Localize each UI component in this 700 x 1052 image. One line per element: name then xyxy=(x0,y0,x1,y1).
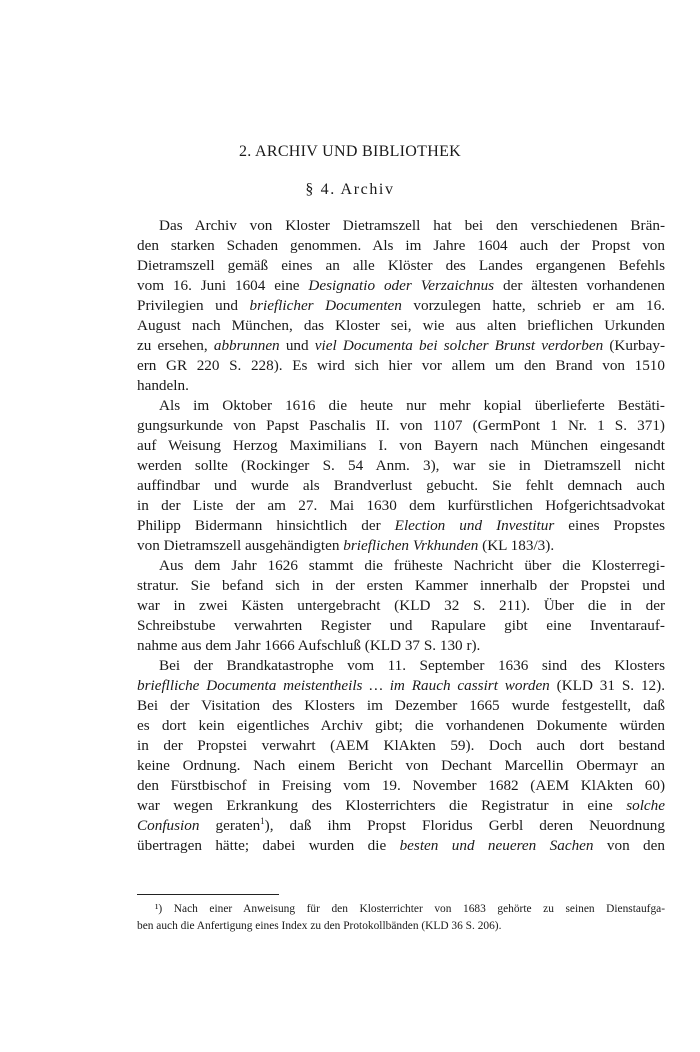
text-segment: auffindbar und wurde als Brandverlust gebucht. Sie fehlt demnach auch xyxy=(137,477,665,494)
section-heading: § 4. Archiv xyxy=(305,181,395,198)
text-line xyxy=(137,396,665,416)
text-line xyxy=(137,476,665,496)
text-line xyxy=(137,756,665,776)
text-segment: Das Archiv von Kloster Dietramszell hat bei den verschiedenen Brän- xyxy=(159,217,665,234)
text-segment: stratur. Sie befand sich in der ersten Kammer innerhalb der Propstei und xyxy=(137,577,665,594)
text-segment: Bei der Brandkatastrophe vom 11. September 1636 sind des Klosters xyxy=(159,657,665,674)
italic-phrase: brieflichen Vrkhunden xyxy=(343,537,479,554)
italic-phrase: brieflliche Documenta meistentheils … im Rauch cassirt worden xyxy=(137,677,550,694)
text-line xyxy=(137,816,665,836)
text-segment: von Dietramszell ausgehändigten xyxy=(137,537,344,554)
text-segment: es dort kein eigentliches Archiv gibt; die vorhandenen Dokumente würden xyxy=(137,717,665,734)
text-segment: keine Ordnung. Nach einem Bericht von Dechant Marcellin Obermayr an xyxy=(137,757,665,774)
footnote xyxy=(137,901,665,935)
text-segment: auf Weisung Herzog Maximilians I. von Bayern nach München eingesandt xyxy=(137,437,665,454)
text-line xyxy=(137,456,665,476)
italic-phrase: besten und neueren Sachen xyxy=(399,837,594,854)
text-segment: Als im Oktober 1616 die heute nur mehr kopial überlieferte Bestäti- xyxy=(159,397,665,414)
text-line xyxy=(137,596,665,616)
chapter-heading: 2. ARCHIV UND BIBLIOTHEK xyxy=(238,143,461,160)
text-segment: war wegen Erkrankung des Klosterrichters die Registratur in eine xyxy=(137,797,627,814)
text-line xyxy=(137,276,665,296)
text-segment: (KL 183/3). xyxy=(478,537,555,554)
text-segment: Dietramszell gemäß eines an alle Klöster des Landes ergangenen Befehls xyxy=(137,257,665,274)
text-line xyxy=(137,776,665,796)
text-line xyxy=(137,296,665,316)
italic-phrase: abbrunnen xyxy=(213,337,280,354)
text-line xyxy=(137,736,665,756)
text-line xyxy=(137,716,665,736)
italic-phrase: viel Documenta bei solcher Brunst verdorben xyxy=(314,337,604,354)
text-line xyxy=(137,616,665,636)
text-segment: Bei der Visitation des Klosters im Dezember 1665 wurde festgestellt, daß xyxy=(137,697,665,714)
text-segment: war in zwei Kästen untergebracht (KLD 32 S. 211). Über die in der xyxy=(137,597,665,614)
text-line xyxy=(137,656,665,676)
text-line xyxy=(137,416,665,436)
text-segment: handeln. xyxy=(137,377,189,394)
text-segment: (KLD 31 S. 12). xyxy=(549,677,665,694)
text-segment: in der Propstei verwahrt (AEM KlAkten 59). Doch auch dort bestand xyxy=(137,737,665,754)
text-line xyxy=(137,496,665,516)
italic-phrase: Designatio oder Verzaichnus xyxy=(308,277,495,294)
text-line xyxy=(137,516,665,536)
text-line xyxy=(137,556,665,576)
text-line xyxy=(137,236,665,256)
body-text xyxy=(137,216,665,856)
text-segment: Schreibstube verwahrten Register und Rapulare gibt eine Inventarauf- xyxy=(137,617,665,634)
footnote-line: ¹) Nach einer Anweisung für den Klosterrichter von 1683 gehörte zu seinen Dienstaufga- xyxy=(155,903,665,915)
italic-phrase: Election und Investitur xyxy=(394,517,555,534)
text-line xyxy=(137,576,665,596)
text-line xyxy=(137,316,665,336)
text-segment: Privilegien und xyxy=(137,297,250,314)
text-segment: geraten xyxy=(199,817,261,834)
text-line xyxy=(137,216,665,236)
footnote-divider xyxy=(137,894,279,895)
footnote-line: ben auch die Anfertigung eines Index zu den Protokollbänden (KLD 36 S. 206). xyxy=(137,920,502,932)
text-segment: ern GR 220 S. 228). Es wird sich hier vor allem um den Brand von 1510 xyxy=(137,357,665,374)
text-segment: (Kurbay- xyxy=(603,337,666,354)
text-line xyxy=(137,336,665,356)
text-segment: und xyxy=(279,337,315,354)
text-line xyxy=(137,676,665,696)
text-segment: eines Propstes xyxy=(554,517,665,534)
text-line xyxy=(137,636,665,656)
text-segment: den Fürstbischof in Freising vom 19. November 1682 (AEM KlAkten 60) xyxy=(137,777,665,794)
text-line xyxy=(137,376,665,396)
text-line xyxy=(137,696,665,716)
text-segment: werden sollte (Rockinger S. 54 Anm. 3), war sie in Dietramszell nicht xyxy=(137,457,665,474)
text-line xyxy=(137,796,665,816)
text-segment: ), daß ihm Propst Floridus Gerbl deren Neuordnung xyxy=(264,817,665,834)
text-segment: Philipp Bidermann hinsichtlich der xyxy=(137,517,395,534)
text-line xyxy=(137,536,665,556)
text-segment: von den xyxy=(593,837,665,854)
text-segment: vorzulegen hatte, schrieb er am 16. xyxy=(401,297,665,314)
text-line xyxy=(137,436,665,456)
text-segment: der ältesten vorhandenen xyxy=(494,277,665,294)
italic-phrase: Confusion xyxy=(137,817,200,834)
text-line xyxy=(137,836,665,856)
text-segment: zu ersehen, xyxy=(137,337,214,354)
text-segment: den starken Schaden genommen. Als im Jahre 1604 auch der Propst von xyxy=(137,237,665,254)
italic-phrase: solche xyxy=(626,797,665,814)
text-segment: August nach München, das Kloster sei, wie aus alten brieflichen Urkunden xyxy=(137,317,665,334)
italic-phrase: brieflicher Documenten xyxy=(249,297,402,314)
text-line xyxy=(137,356,665,376)
text-segment: vom 16. Juni 1604 eine xyxy=(137,277,309,294)
text-segment: gungsurkunde von Papst Paschalis II. von 1107 (GermPont 1 Nr. 1 S. 371) xyxy=(137,417,665,434)
text-segment: Aus dem Jahr 1626 stammt die früheste Nachricht über die Klosterregi- xyxy=(159,557,665,574)
text-segment: übertragen hätte; dabei wurden die xyxy=(137,837,400,854)
footnote-marker: 1 xyxy=(260,815,265,826)
text-segment: in der Liste der am 27. Mai 1630 dem kurfürstlichen Hofgerichtsadvokat xyxy=(137,497,665,514)
text-segment: nahme aus dem Jahr 1666 Aufschluß (KLD 37 S. 130 r). xyxy=(137,637,481,654)
text-line xyxy=(137,256,665,276)
